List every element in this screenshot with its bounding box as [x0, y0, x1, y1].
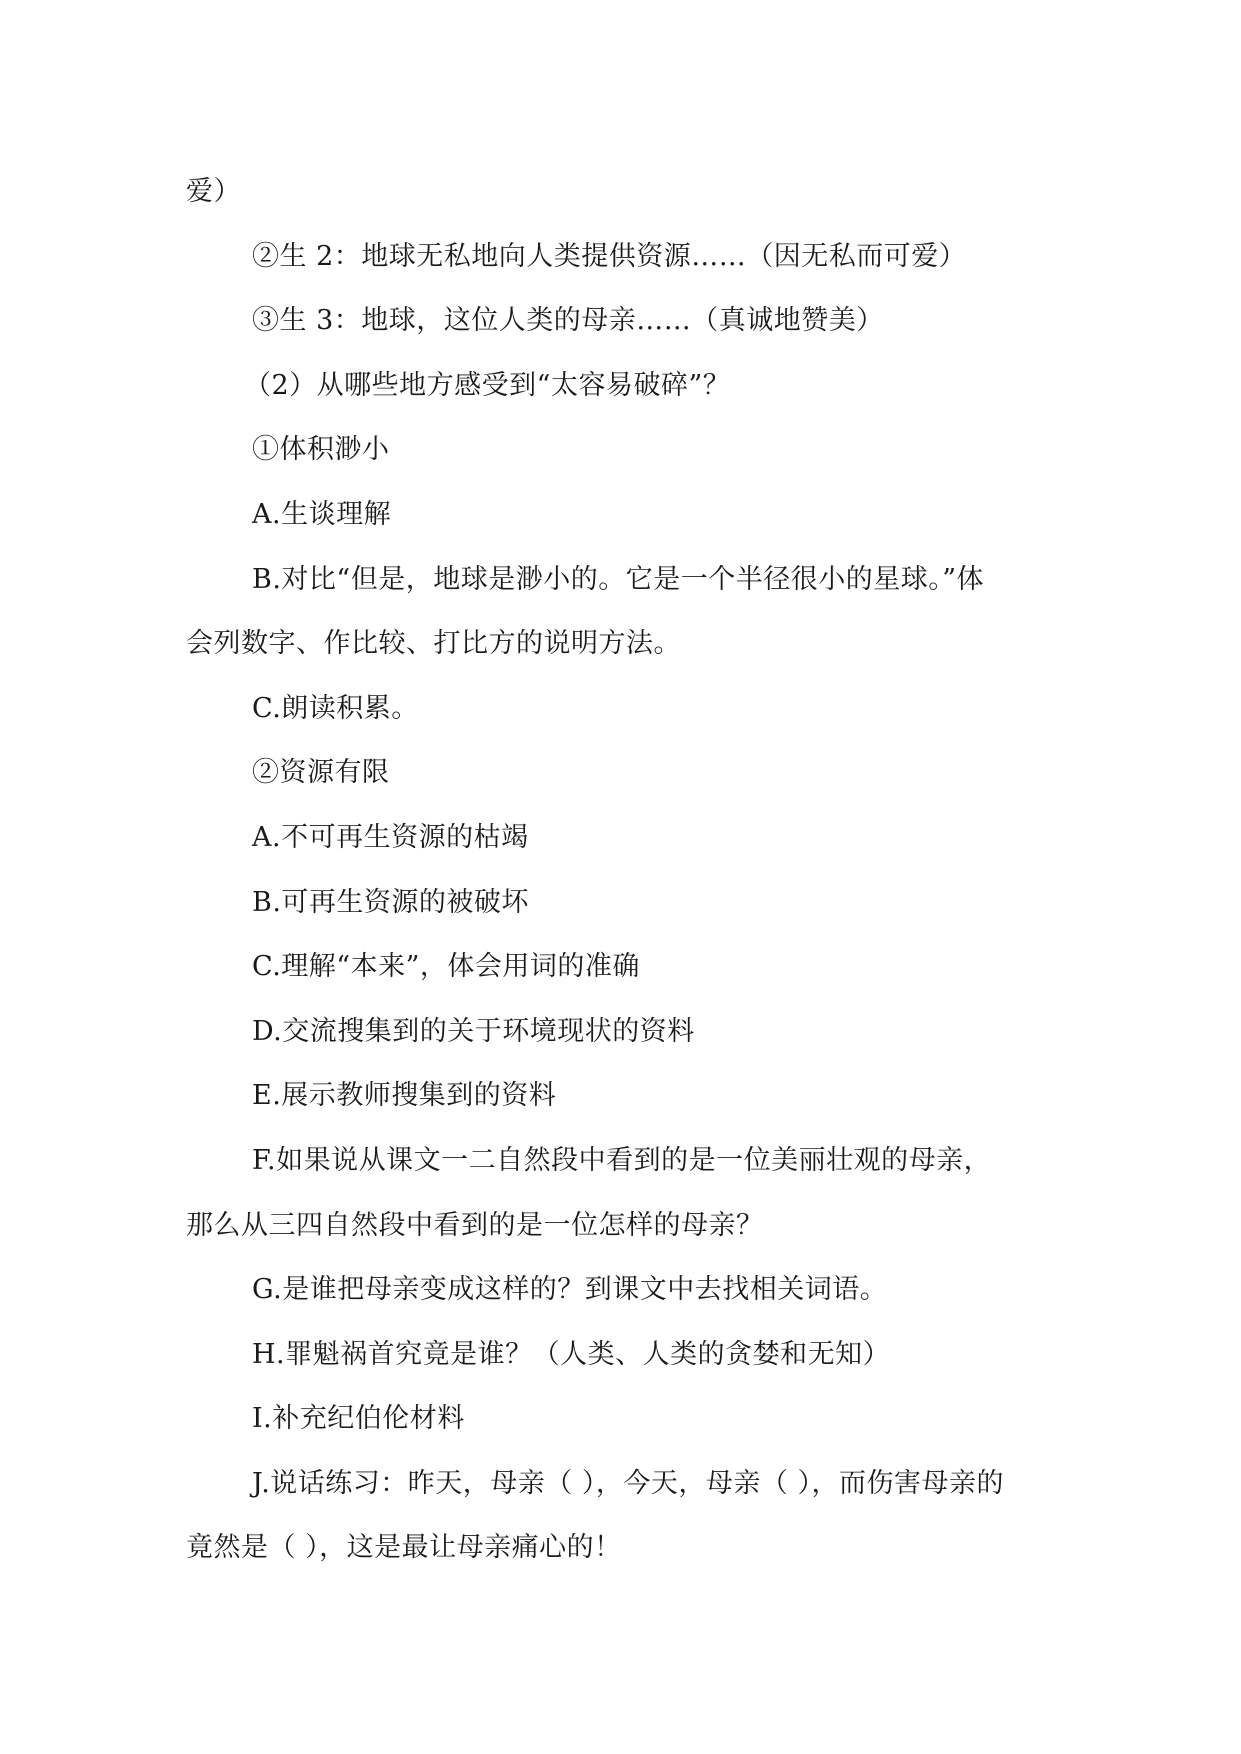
list-item-h: H.罪魁祸首究竟是谁？（人类、人类的贪婪和无知） [252, 1338, 891, 1370]
section-heading-2: （2）从哪些地方感受到“太容易破碎”？ [244, 369, 731, 401]
list-item-f: F.如果说从课文一二自然段中看到的是一位美丽壮观的母亲， [252, 1144, 992, 1176]
list-item-c-2: C.理解“本来”，体会用词的准确 [252, 951, 640, 983]
text-line-student-2: ②生 2：地球无私地向人类提供资源……（因无私而可爱） [252, 240, 967, 272]
list-item-j-continuation: 竟然是（ ），这是最让母亲痛心的！ [186, 1532, 622, 1564]
list-item-a: A.生谈理解 [252, 498, 392, 530]
subheading-small-volume: ①体积渺小 [252, 434, 390, 466]
text-line-student-3: ③生 3：地球，这位人类的母亲……（真诚地赞美） [252, 305, 884, 337]
list-item-e: E.展示教师搜集到的资料 [252, 1080, 557, 1112]
list-item-f-continuation: 那么从三四自然段中看到的是一位怎样的母亲？ [186, 1209, 764, 1241]
list-item-d: D.交流搜集到的关于环境现状的资料 [252, 1015, 695, 1047]
list-item-a-2: A.不可再生资源的枯竭 [252, 821, 529, 853]
list-item-g: G.是谁把母亲变成这样的？到课文中去找相关词语。 [252, 1274, 888, 1306]
document-body [186, 160, 1052, 1581]
list-item-j: J.说话练习：昨天，母亲（ ），今天，母亲（ ），而伤害母亲的 [252, 1467, 1004, 1499]
list-item-b-continuation: 会列数字、作比较、打比方的说明方法。 [186, 628, 681, 660]
subheading-limited-resources: ②资源有限 [252, 757, 390, 789]
list-item-b: B.对比“但是，地球是渺小的。它是一个半径很小的星球。”体 [252, 563, 985, 595]
list-item-b-2: B.可再生资源的被破坏 [252, 886, 529, 918]
list-item-i: I.补充纪伯伦材料 [252, 1403, 465, 1435]
list-item-c: C.朗读积累。 [252, 692, 419, 724]
text-line-continuation: 爱） [186, 176, 241, 207]
